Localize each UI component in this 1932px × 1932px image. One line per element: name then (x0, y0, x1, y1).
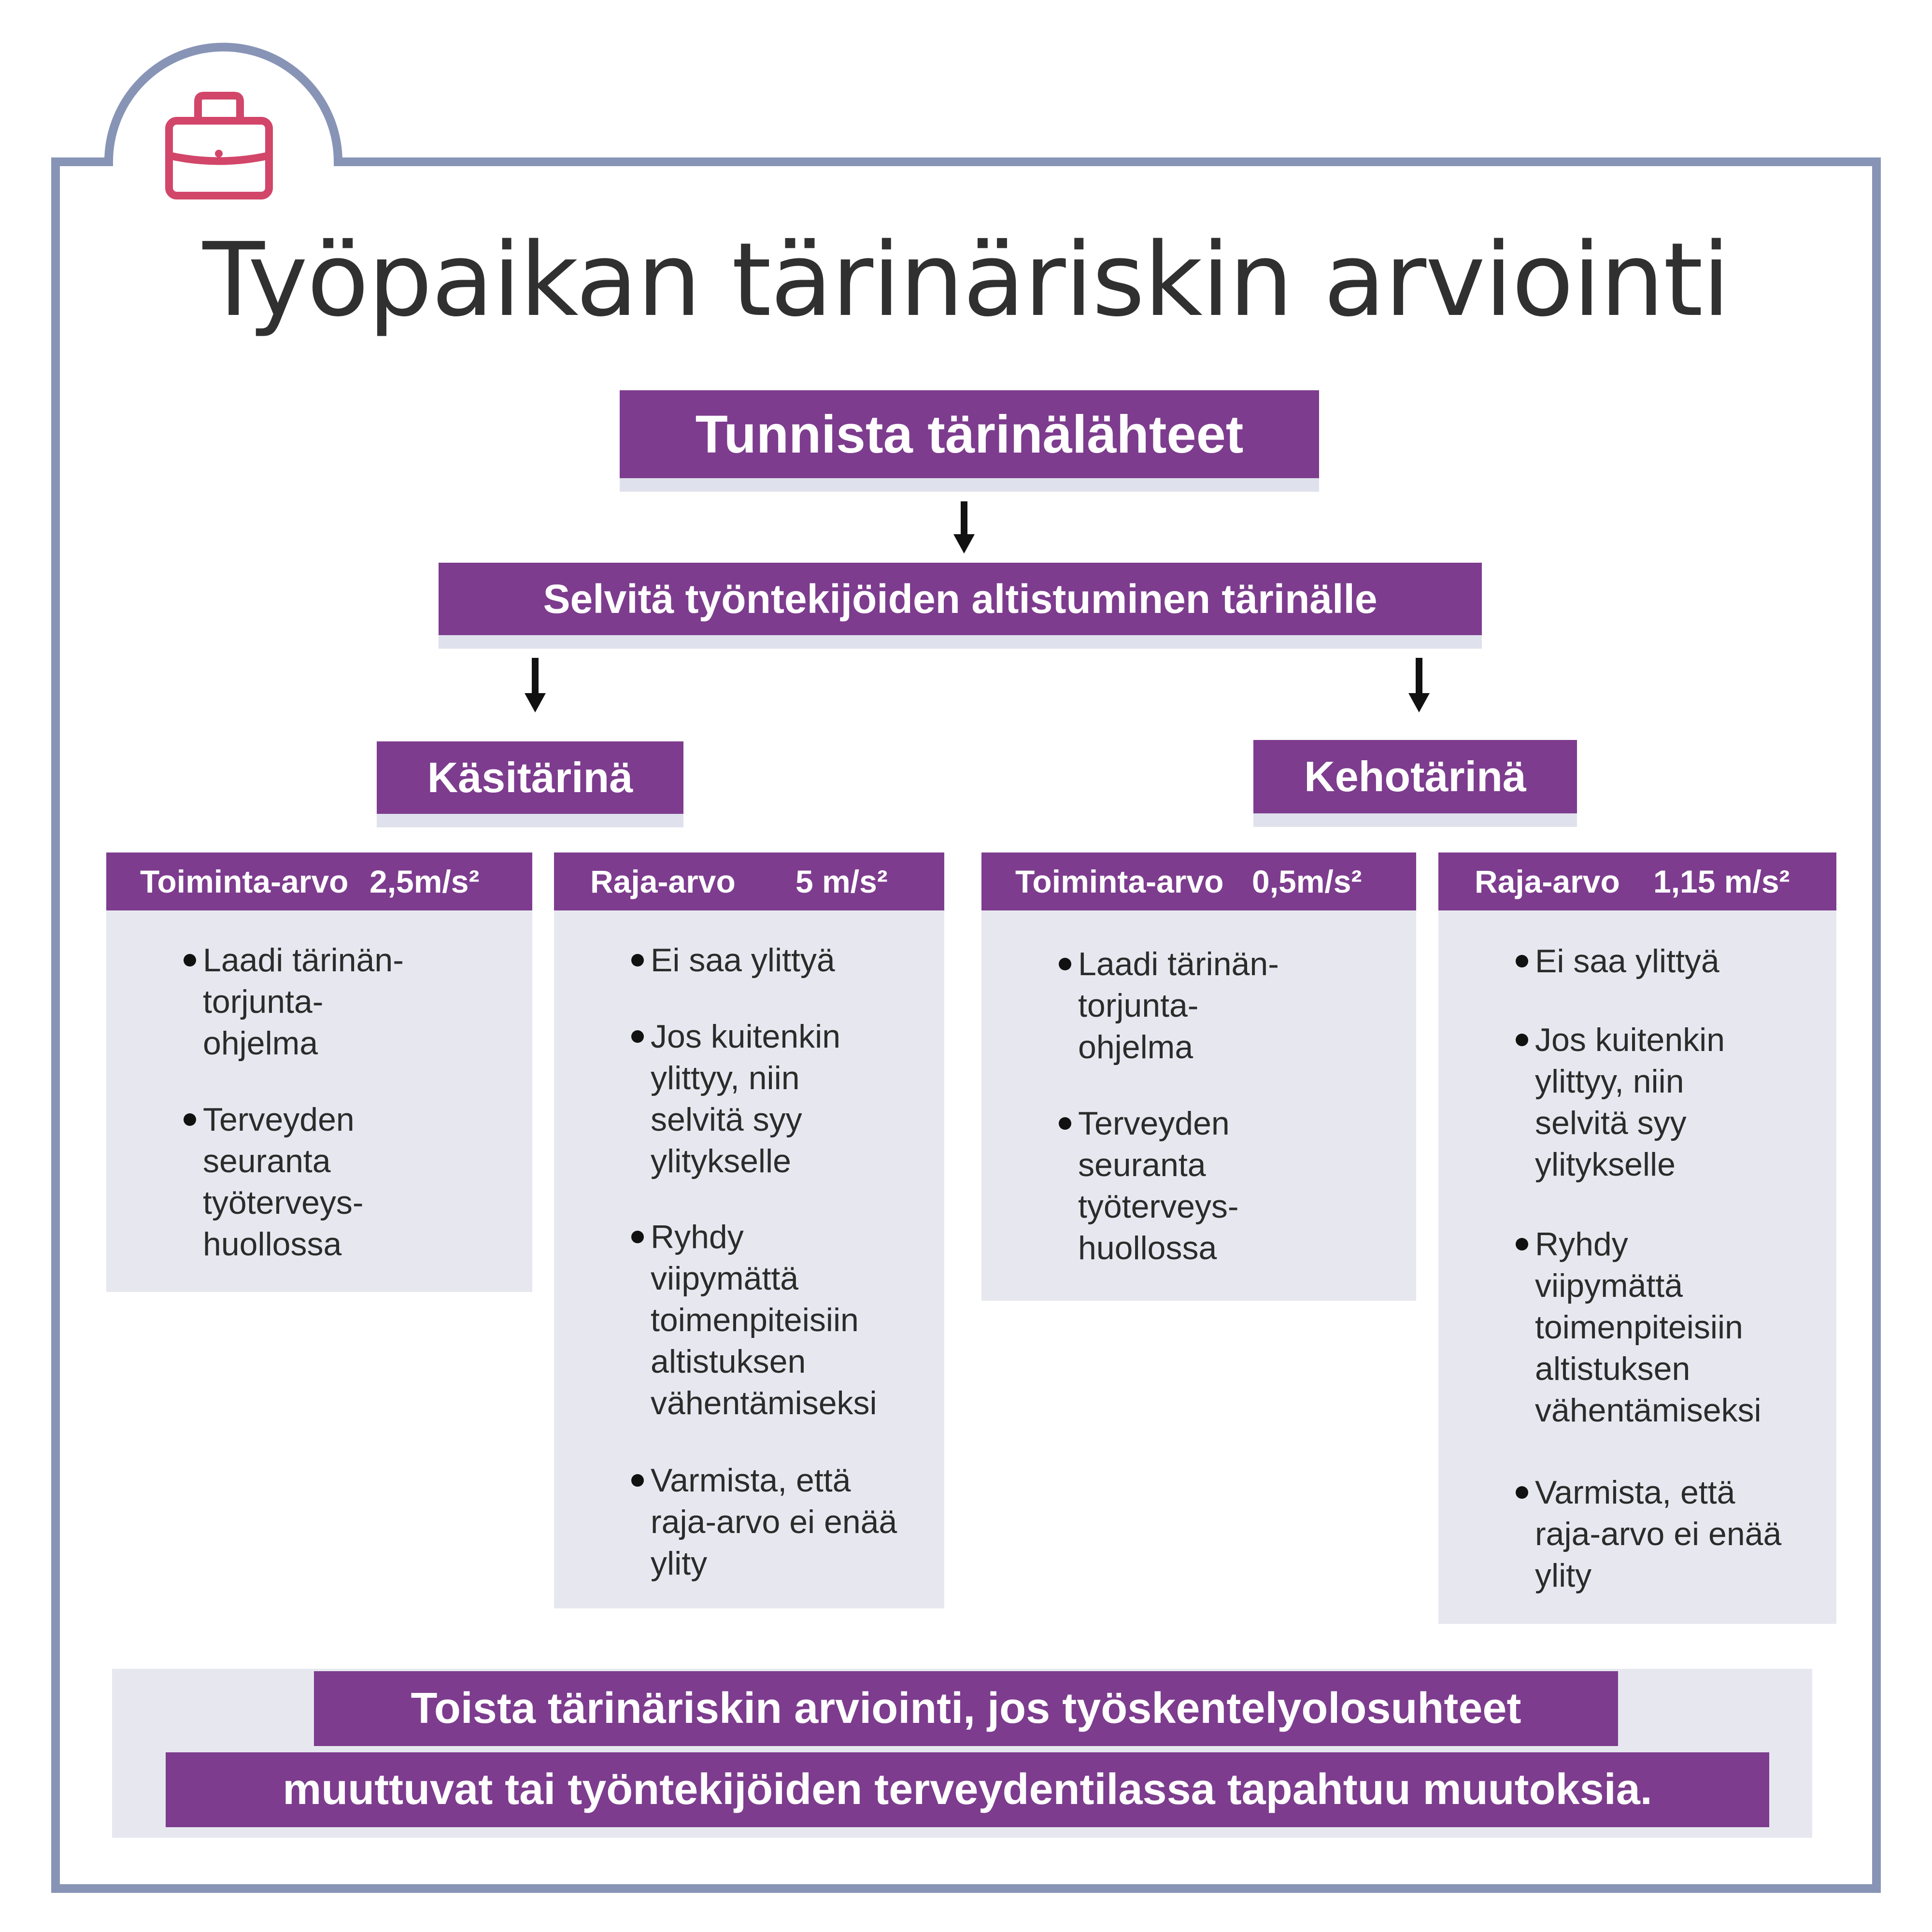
bullet-icon (631, 1231, 644, 1243)
card-header-value: 0,5m/s² (1252, 864, 1362, 899)
card-body-limit-header (1438, 852, 1836, 910)
bullet-icon (631, 1030, 644, 1043)
list-item (1535, 1472, 1827, 1596)
bullet-icon (1059, 958, 1071, 970)
briefcase-icon (169, 96, 269, 196)
bullet-icon (184, 1113, 196, 1126)
card-body-action-header (981, 852, 1416, 910)
bullet-icon (1516, 955, 1528, 967)
card-header-label: Raja-arvo (1475, 864, 1620, 899)
list-item-text: Terveyden seuranta työterveys- huollossa (1078, 1105, 1239, 1266)
list-item (651, 939, 935, 981)
page-title: Työpaikan tärinäriskin arviointi (202, 221, 1730, 339)
list-item-text: Laadi tärinän- torjunta- ohjelma (203, 942, 404, 1062)
list-item-text: Ei saa ylittyä (1535, 943, 1719, 980)
branch-body-vibration (1253, 740, 1577, 813)
bullet-icon (631, 1474, 644, 1487)
list-item-text: Jos kuitenkin ylittyy, niin selvitä syy ylitykselle (651, 1018, 841, 1179)
card-header-value: 1,15 m/s² (1653, 864, 1790, 899)
card-body-limit (1438, 852, 1836, 1624)
footer-line-1-text: Toista tärinäriskin arviointi, jos työskentelyolosuhteet (411, 1684, 1521, 1733)
list-item (1535, 1223, 1827, 1431)
card-header-label: Raja-arvo (590, 864, 736, 899)
list-item (651, 1460, 935, 1584)
footer-line-2 (166, 1752, 1769, 1827)
footer-line-1 (314, 1671, 1618, 1746)
step-identify-sources (620, 390, 1319, 478)
list-item (1535, 940, 1827, 982)
card-hand-action (106, 852, 532, 1292)
card-header-value: 5 m/s² (796, 864, 888, 899)
bullet-icon (184, 954, 196, 966)
list-item-text: Varmista, että raja-arvo ei enää ylity (651, 1462, 897, 1582)
bullet-icon (1516, 1034, 1528, 1046)
branch-hand-label: Käsitärinä (427, 753, 633, 801)
step-exposure (439, 563, 1482, 635)
footer-line-2-text: muuttuvat tai työntekijöiden terveydentilassa tapahtuu muutoksia. (283, 1765, 1652, 1814)
bullet-icon (1516, 1238, 1528, 1250)
list-item-text: Terveyden seuranta työterveys- huollossa (203, 1101, 364, 1263)
list-item-text: Ei saa ylittyä (651, 942, 835, 979)
list-item (651, 1216, 935, 1424)
step-identify-label: Tunnista tärinälähteet (695, 404, 1244, 464)
list-item (1078, 1103, 1406, 1269)
card-hand-action-header (106, 852, 532, 910)
list-item (203, 939, 523, 1064)
list-item-text: Ryhdy viipymättä toimenpiteisiin altistuksen vähentämiseksi (1535, 1226, 1762, 1429)
card-hand-limit (554, 852, 944, 1608)
list-item (1535, 1019, 1827, 1185)
list-item-text: Jos kuitenkin ylittyy, niin selvitä syy ylitykselle (1535, 1022, 1725, 1183)
list-item (203, 1099, 523, 1265)
step-exposure-label: Selvitä työntekijöiden altistuminen tärinälle (543, 576, 1378, 622)
list-item (651, 1016, 935, 1182)
card-header-value: 2,5m/s² (369, 864, 480, 899)
card-body-action (981, 852, 1416, 1301)
bullet-icon (1059, 1117, 1071, 1130)
card-header-label: Toiminta-arvo (140, 864, 349, 899)
briefcase-lock-icon (215, 150, 223, 157)
bullet-icon (1516, 1486, 1528, 1499)
card-header-label: Toiminta-arvo (1015, 864, 1224, 899)
list-item (1078, 943, 1406, 1068)
branch-hand-vibration (377, 741, 683, 814)
bullet-icon (631, 954, 644, 966)
list-item-text: Ryhdy viipymättä toimenpiteisiin altistuksen vähentämiseksi (651, 1219, 877, 1421)
list-item-text: Laadi tärinän- torjunta- ohjelma (1078, 946, 1279, 1065)
branch-body-label: Kehotärinä (1304, 753, 1526, 800)
card-hand-limit-header (554, 852, 944, 910)
list-item-text: Varmista, että raja-arvo ei enää ylity (1535, 1474, 1782, 1594)
